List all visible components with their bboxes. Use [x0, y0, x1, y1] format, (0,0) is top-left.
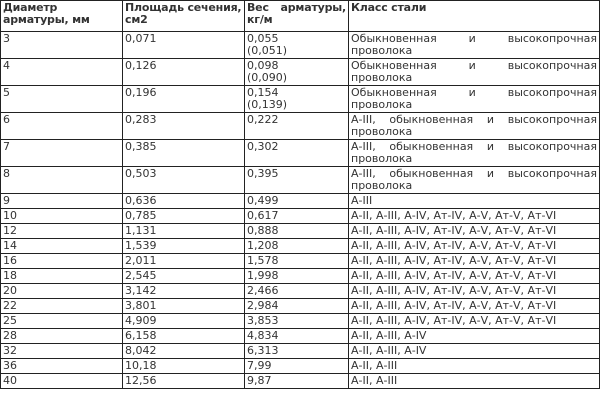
- weight-value: 0,499: [247, 194, 279, 207]
- table-row: [1, 113, 600, 140]
- weight-value: 1,998: [247, 269, 279, 282]
- cell-diameter: 14: [1, 239, 123, 254]
- table-row: [1, 374, 600, 389]
- cell-weight: [245, 59, 349, 86]
- cell-steel-class: [349, 59, 600, 86]
- cell-steel-class: [349, 284, 600, 299]
- weight-value: 9,87: [247, 374, 272, 387]
- header-diameter: Диаметр арматуры, мм: [1, 1, 123, 32]
- cell-area: 0,283: [123, 113, 245, 140]
- weight-alt-value: (0,139): [247, 98, 288, 111]
- cell-area: 0,126: [123, 59, 245, 86]
- steel-class-text: Обыкновенная и высокопрочная: [351, 59, 597, 72]
- weight-value: 0,888: [247, 224, 279, 237]
- steel-class-text: А-II, А-III, А-IV, Ат-IV, А-V, Ат-V, Ат-VI: [351, 284, 557, 297]
- table-row: [1, 167, 600, 194]
- weight-value: 6,313: [247, 344, 279, 357]
- steel-class-text: А-II, А-III, А-IV, Ат-IV, А-V, Ат-V, Ат-VI: [351, 299, 557, 312]
- cell-diameter: 10: [1, 209, 123, 224]
- cell-weight: [245, 374, 349, 389]
- steel-class-text-cont: проволока: [351, 71, 413, 84]
- table-row: [1, 314, 600, 329]
- cell-weight: [245, 140, 349, 167]
- cell-weight: [245, 194, 349, 209]
- cell-area: 8,042: [123, 344, 245, 359]
- table-row: [1, 269, 600, 284]
- cell-area: 0,071: [123, 32, 245, 59]
- weight-value: 0,395: [247, 167, 279, 180]
- weight-value: 0,154: [247, 86, 279, 99]
- cell-diameter: 18: [1, 269, 123, 284]
- cell-area: 0,636: [123, 194, 245, 209]
- weight-value: 0,222: [247, 113, 279, 126]
- weight-value: 0,617: [247, 209, 279, 222]
- weight-value: 0,055: [247, 32, 279, 45]
- cell-weight: [245, 167, 349, 194]
- header-weight: Вес арматуры, кг/м: [245, 1, 349, 32]
- cell-area: 3,801: [123, 299, 245, 314]
- cell-steel-class: [349, 374, 600, 389]
- cell-steel-class: [349, 86, 600, 113]
- weight-value: 7,99: [247, 359, 272, 372]
- cell-weight: [245, 329, 349, 344]
- weight-value: 1,208: [247, 239, 279, 252]
- steel-class-text-cont: проволока: [351, 98, 413, 111]
- cell-weight: [245, 284, 349, 299]
- cell-diameter: 9: [1, 194, 123, 209]
- steel-class-text-cont: проволока: [351, 44, 413, 57]
- table-row: [1, 284, 600, 299]
- weight-value: 1,578: [247, 254, 279, 267]
- header-row: [1, 1, 600, 32]
- table-row: [1, 239, 600, 254]
- cell-area: 0,196: [123, 86, 245, 113]
- cell-diameter: 12: [1, 224, 123, 239]
- table-row: [1, 344, 600, 359]
- table-row: [1, 59, 600, 86]
- cell-steel-class: [349, 224, 600, 239]
- weight-value: 0,302: [247, 140, 279, 153]
- cell-area: 6,158: [123, 329, 245, 344]
- table-row: [1, 299, 600, 314]
- cell-weight: [245, 32, 349, 59]
- cell-area: 1,131: [123, 224, 245, 239]
- cell-diameter: 3: [1, 32, 123, 59]
- table-row: [1, 359, 600, 374]
- table-body: [1, 32, 600, 389]
- weight-value: 4,834: [247, 329, 279, 342]
- cell-diameter: 40: [1, 374, 123, 389]
- cell-area: 10,18: [123, 359, 245, 374]
- cell-diameter: 28: [1, 329, 123, 344]
- cell-steel-class: [349, 239, 600, 254]
- steel-class-text: А-III, обыкновенная и высокопрочная: [351, 167, 597, 180]
- cell-diameter: 25: [1, 314, 123, 329]
- cell-area: 2,011: [123, 254, 245, 269]
- cell-area: 3,142: [123, 284, 245, 299]
- weight-value: 2,984: [247, 299, 279, 312]
- cell-steel-class: [349, 254, 600, 269]
- steel-class-text: А-II, А-III: [351, 374, 398, 387]
- steel-class-text: А-III, обыкновенная и высокопрочная: [351, 113, 597, 126]
- cell-diameter: 16: [1, 254, 123, 269]
- weight-alt-value: (0,051): [247, 44, 288, 57]
- table-row: [1, 254, 600, 269]
- cell-steel-class: [349, 194, 600, 209]
- table-row: [1, 86, 600, 113]
- steel-class-text: А-II, А-III, А-IV, Ат-IV, А-V, Ат-V, Ат-VI: [351, 209, 557, 222]
- steel-class-text: А-II, А-III, А-IV: [351, 344, 427, 357]
- steel-class-text-cont: проволока: [351, 152, 413, 165]
- steel-class-text-cont: проволока: [351, 179, 413, 192]
- cell-steel-class: [349, 299, 600, 314]
- steel-class-text: Обыкновенная и высокопрочная: [351, 86, 597, 99]
- cell-diameter: 36: [1, 359, 123, 374]
- cell-weight: [245, 314, 349, 329]
- table-row: [1, 209, 600, 224]
- cell-area: 0,385: [123, 140, 245, 167]
- cell-diameter: 22: [1, 299, 123, 314]
- header-steel-class: Класс стали: [349, 1, 600, 32]
- cell-diameter: 32: [1, 344, 123, 359]
- table-row: [1, 224, 600, 239]
- cell-steel-class: [349, 359, 600, 374]
- cell-diameter: 6: [1, 113, 123, 140]
- steel-class-text: А-III: [351, 194, 373, 207]
- cell-steel-class: [349, 344, 600, 359]
- header-area: Площадь сечения, см2: [123, 1, 245, 32]
- cell-area: 12,56: [123, 374, 245, 389]
- cell-steel-class: [349, 32, 600, 59]
- table-row: [1, 329, 600, 344]
- cell-diameter: 4: [1, 59, 123, 86]
- table-row: [1, 140, 600, 167]
- weight-value: 3,853: [247, 314, 279, 327]
- cell-area: 4,909: [123, 314, 245, 329]
- cell-area: 1,539: [123, 239, 245, 254]
- cell-diameter: 5: [1, 86, 123, 113]
- cell-steel-class: [349, 113, 600, 140]
- weight-alt-value: (0,090): [247, 71, 288, 84]
- weight-value: 2,466: [247, 284, 279, 297]
- cell-area: 2,545: [123, 269, 245, 284]
- steel-class-text: А-II, А-III, А-IV, Ат-IV, А-V, Ат-V, Ат-VI: [351, 254, 557, 267]
- cell-weight: [245, 224, 349, 239]
- cell-steel-class: [349, 140, 600, 167]
- cell-steel-class: [349, 314, 600, 329]
- cell-steel-class: [349, 209, 600, 224]
- cell-area: 0,785: [123, 209, 245, 224]
- cell-weight: [245, 269, 349, 284]
- steel-class-text: А-II, А-III, А-IV, Ат-IV, А-V, Ат-V, Ат-VI: [351, 314, 557, 327]
- cell-diameter: 7: [1, 140, 123, 167]
- table-row: [1, 194, 600, 209]
- table-row: [1, 32, 600, 59]
- cell-weight: [245, 86, 349, 113]
- steel-class-text: А-II, А-III: [351, 359, 398, 372]
- cell-steel-class: [349, 269, 600, 284]
- cell-weight: [245, 113, 349, 140]
- steel-class-text: А-II, А-III, А-IV, Ат-IV, А-V, Ат-V, Ат-VI: [351, 239, 557, 252]
- steel-class-text: Обыкновенная и высокопрочная: [351, 32, 597, 45]
- cell-diameter: 20: [1, 284, 123, 299]
- weight-value: 0,098: [247, 59, 279, 72]
- cell-weight: [245, 254, 349, 269]
- steel-class-text: А-II, А-III, А-IV, Ат-IV, А-V, Ат-V, Ат-VI: [351, 269, 557, 282]
- steel-class-text: А-II, А-III, А-IV, Ат-IV, А-V, Ат-V, Ат-VI: [351, 224, 557, 237]
- steel-class-text: А-III, обыкновенная и высокопрочная: [351, 140, 597, 153]
- cell-area: 0,503: [123, 167, 245, 194]
- steel-class-text: А-II, А-III, А-IV: [351, 329, 427, 342]
- steel-class-text-cont: проволока: [351, 125, 413, 138]
- cell-weight: [245, 209, 349, 224]
- cell-weight: [245, 359, 349, 374]
- cell-steel-class: [349, 167, 600, 194]
- cell-weight: [245, 299, 349, 314]
- cell-steel-class: [349, 329, 600, 344]
- cell-weight: [245, 239, 349, 254]
- cell-weight: [245, 344, 349, 359]
- cell-diameter: 8: [1, 167, 123, 194]
